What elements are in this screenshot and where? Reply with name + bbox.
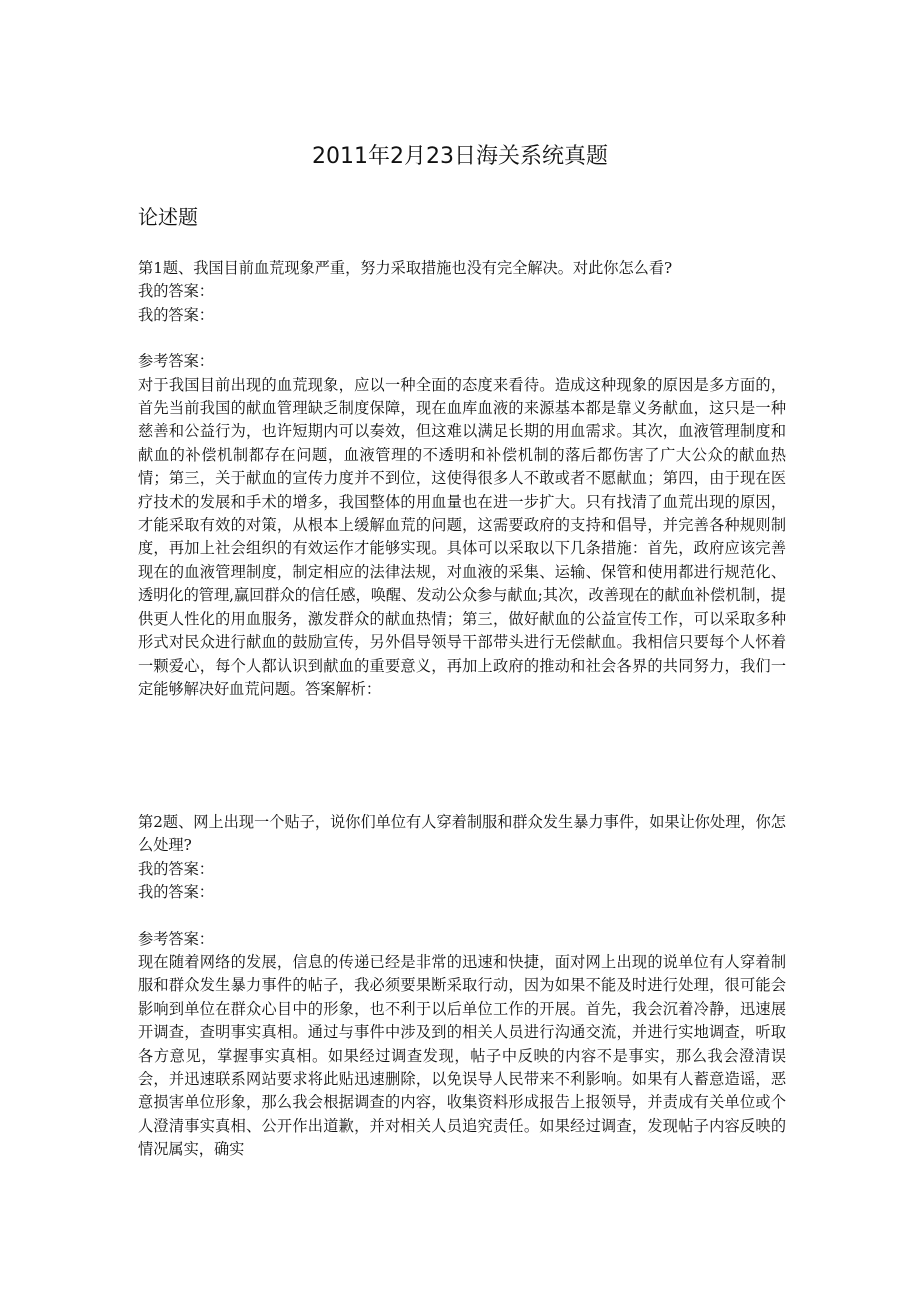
reference-answer-label: 参考答案： xyxy=(138,929,214,948)
question-text: 第1题、我国目前血荒现象严重，努力采取措施也没有完全解决。对此你怎么看? xyxy=(138,259,673,277)
question-block-1 xyxy=(138,257,786,701)
my-answer-label: 我的答案： xyxy=(138,883,214,902)
my-answer-label: 我的答案： xyxy=(138,282,214,301)
reference-answer-text: 对于我国目前出现的血荒现象，应以一种全面的态度来看待。造成这种现象的原因是多方面的，首先当前我国的献血管理缺乏制度保障，现在血库血液的来源基本都是靠义务献血，这只是一种慈善和公益行为，也许短期内可以奏效，但这难以满足长期的用血需求。其次，血液管理制度和献血的补偿机制都存在问题，血液管理的不透明和补偿机制的落后都伤害了广大公众的献血热情；第三，关于献血的宣传力度并不到位，这使得很多人不敢或者不愿献血；第四，由于现在医疗技术的发展和手术的增多，我国整体的用血量也在进一步扩大。只有找清了血荒出现的原因，才能采取有效的对策，从根本上缓解血荒的问题，这需要政府的支持和倡导，并完善各种规则制度，再加上社会组织的有效运作才能够实现。具体可以采取以下几条措施：首先，政府应该完善现在的血液管理制度，制定相应的法律法规，对血液的采集、运输、保管和使用都进行规范化、透明化的管理,赢回群众的信任感，唤醒、发动公众参与献血;其次，改善现在的献血补偿机制，提供更人性化的用血服务，激发群众的献血热情；第三，做好献血的公益宣传工作，可以采取多种形式对民众进行献血的鼓励宣传，另外倡导领导干部带头进行无偿献血。我相信只要每个人怀着一颗爱心，每个人都认识到献血的重要意义，再加上政府的推动和社会各界的共同努力，我们一定能够解决好血荒问题。答案解析： xyxy=(138,375,786,698)
my-answer-label: 我的答案： xyxy=(138,859,214,878)
reference-answer-text: 现在随着网络的发展，信息的传递已经是非常的迅速和快捷，面对网上出现的说单位有人穿着制服和群众发生暴力事件的帖子，我必须要果断采取行动，因为如果不能及时进行处理，很可能会影响到单位在群众心目中的形象，也不利于以后单位工作的开展。首先，我会沉着冷静，迅速展开调查，查明事实真相。通过与事件中涉及到的相关人员进行沟通交流，并进行实地调查，听取各方意见，掌握事实真相。如果经过调查发现，帖子中反映的内容不是事实，那么我会澄清误会，并迅速联系网站要求将此贴迅速删除，以免误导人民带来不利影响。如果有人蓄意造谣，恶意损害单位形象，那么我会根据调查的内容，收集资料形成报告上报领导，并责成有关单位或个人澄清事实真相、公开作出道歉，并对相关人员追究责任。如果经过调查，发现帖子内容反映的情况属实，确实 xyxy=(138,953,786,1159)
section-heading: 论述题 xyxy=(138,205,198,229)
question-text: 第2题、网上出现一个贴子，说你们单位有人穿着制服和群众发生暴力事件，如果让你处理，你怎么处理? xyxy=(138,813,786,855)
page-title: 2011年2月23日海关系统真题 xyxy=(312,144,608,169)
reference-answer-label: 参考答案： xyxy=(138,352,214,371)
my-answer-label: 我的答案： xyxy=(138,305,214,324)
question-block-2 xyxy=(138,811,786,1162)
